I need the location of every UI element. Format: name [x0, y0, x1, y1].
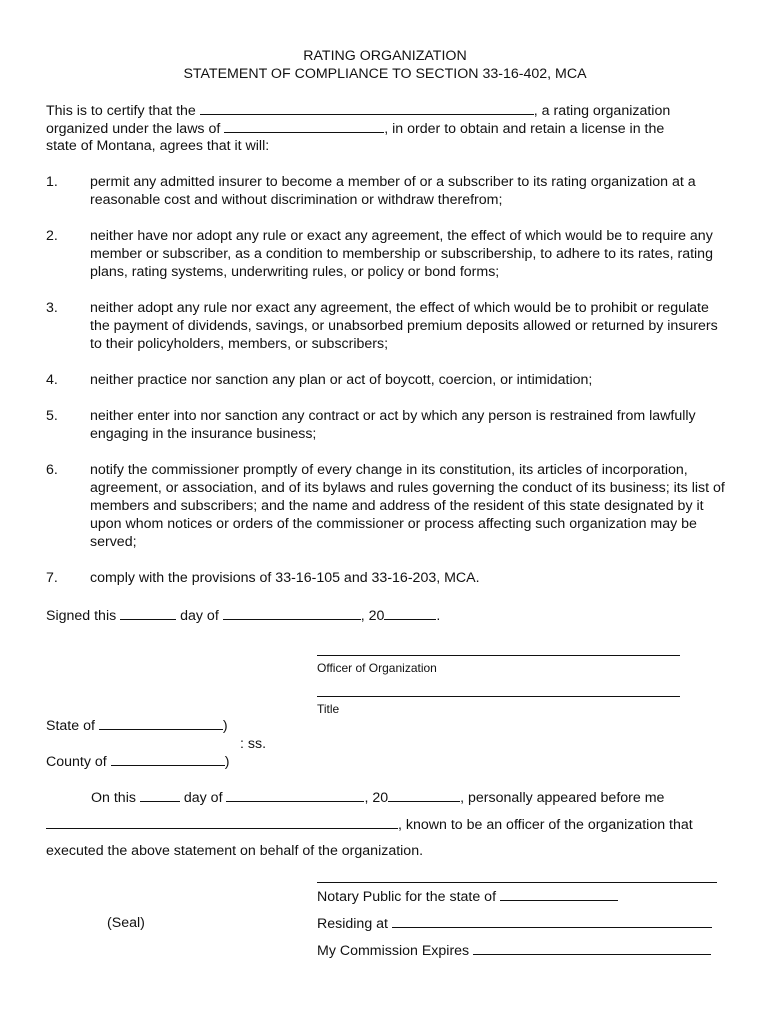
notary-residing-line [317, 914, 712, 933]
ack-line-1 [91, 788, 664, 807]
item-number: 5. [46, 408, 58, 424]
officer-signature-line[interactable] [317, 655, 680, 656]
signed-month-field[interactable] [223, 606, 361, 620]
notary-state-line [317, 887, 618, 906]
item-text: neither have nor adopt any rule or exact any agreement, the effect of which would be to require any member or subscriber, as a condition to membership or subscribership, to adhere to its rates, rating plans, rating systems, underwriting rules, or policy or bond forms; [90, 228, 713, 280]
intro-text: This is to certify that the [46, 103, 196, 119]
intro-text: organized under the laws of [46, 121, 221, 137]
notary-residing-label: Residing at [317, 916, 388, 932]
intro-line-2 [46, 119, 664, 138]
notary-expires-field[interactable] [473, 941, 711, 955]
venue-county-field[interactable] [111, 752, 225, 766]
item-text: neither enter into nor sanction any contract or act by which any person is restrained from lawfully engaging in the insurance business; [90, 408, 696, 442]
venue-paren: ) [224, 754, 230, 770]
item-number: 4. [46, 372, 58, 388]
signed-day-field[interactable] [120, 606, 176, 620]
officer-label: Officer of Organization [317, 661, 437, 675]
ack-month-field[interactable] [226, 788, 364, 802]
venue-county-line [46, 752, 229, 771]
intro-text: , in order to obtain and retain a license in the [384, 121, 665, 137]
notary-state-field[interactable] [500, 887, 618, 901]
title-signature-line[interactable] [317, 696, 680, 697]
intro-line-3: state of Montana, agrees that it will: [46, 138, 270, 154]
venue-county-label: County of [46, 754, 107, 770]
item-text: neither adopt any rule nor exact any agreement, the effect of which would be to prohibit or regulate the payment of dividends, savings, or unabsorbed premium deposits allowed or returned by insurers to their policyholders, members, or subscribers; [90, 300, 718, 352]
ack-officer-name-field[interactable] [46, 815, 398, 829]
ack-text: , known to be an officer of the organization that [398, 817, 693, 833]
ack-text: day of [183, 790, 223, 806]
ack-line-2 [46, 815, 693, 834]
venue-state-line [46, 716, 228, 735]
ack-text: , 20 [364, 790, 389, 806]
signed-text: , 20 [360, 608, 385, 624]
title-label: Title [317, 702, 340, 716]
signed-year-field[interactable] [384, 606, 436, 620]
venue-ss: : ss. [240, 736, 267, 752]
seal-label: (Seal) [107, 915, 145, 931]
ack-line-3: executed the above statement on behalf of the organization. [46, 843, 424, 859]
ack-text: , personally appeared before me [460, 790, 665, 806]
item-number: 2. [46, 228, 58, 244]
signed-text: day of [180, 608, 219, 624]
venue-state-label: State of [46, 718, 95, 734]
form-title: RATING ORGANIZATION [303, 48, 467, 64]
notary-signature-line[interactable] [317, 882, 717, 883]
item-number: 3. [46, 300, 58, 316]
item-text: notify the commissioner promptly of every change in its constitution, its articles of incorporation, agreement, or association, and of its bylaws and rules governing the conduct of its business; its list of members and subscribers; and the name and address of the resident of this state designated by it upon whom notices or orders of the commissioner or process affecting such organization may be served; [90, 462, 725, 550]
item-text: comply with the provisions of 33-16-105 and 33-16-203, MCA. [90, 570, 480, 586]
intro-line-1 [46, 101, 670, 120]
notary-residing-field[interactable] [392, 914, 712, 928]
notary-expires-line [317, 941, 711, 960]
venue-state-field[interactable] [99, 716, 223, 730]
item-text: permit any admitted insurer to become a member of or a subscriber to its rating organization at a reasonable cost and without discrimination or withdraw therefrom; [90, 174, 696, 208]
organization-name-field[interactable] [200, 101, 534, 115]
signed-text: Signed this [46, 608, 117, 624]
ack-year-field[interactable] [388, 788, 460, 802]
form-subtitle: STATEMENT OF COMPLIANCE TO SECTION 33-16-402, MCA [183, 66, 587, 82]
intro-text: , a rating organization [533, 103, 671, 119]
signed-line [46, 606, 440, 625]
item-number: 7. [46, 570, 58, 586]
organized-laws-field[interactable] [224, 119, 384, 133]
venue-paren: ) [222, 718, 228, 734]
item-text: neither practice nor sanction any plan or act of boycott, coercion, or intimidation; [90, 372, 593, 388]
notary-expires-label: My Commission Expires [317, 943, 470, 959]
ack-day-field[interactable] [140, 788, 180, 802]
signed-text: . [436, 608, 441, 624]
notary-state-label: Notary Public for the state of [317, 889, 497, 905]
item-number: 1. [46, 174, 58, 190]
item-number: 6. [46, 462, 58, 478]
ack-text: On this [91, 790, 136, 806]
